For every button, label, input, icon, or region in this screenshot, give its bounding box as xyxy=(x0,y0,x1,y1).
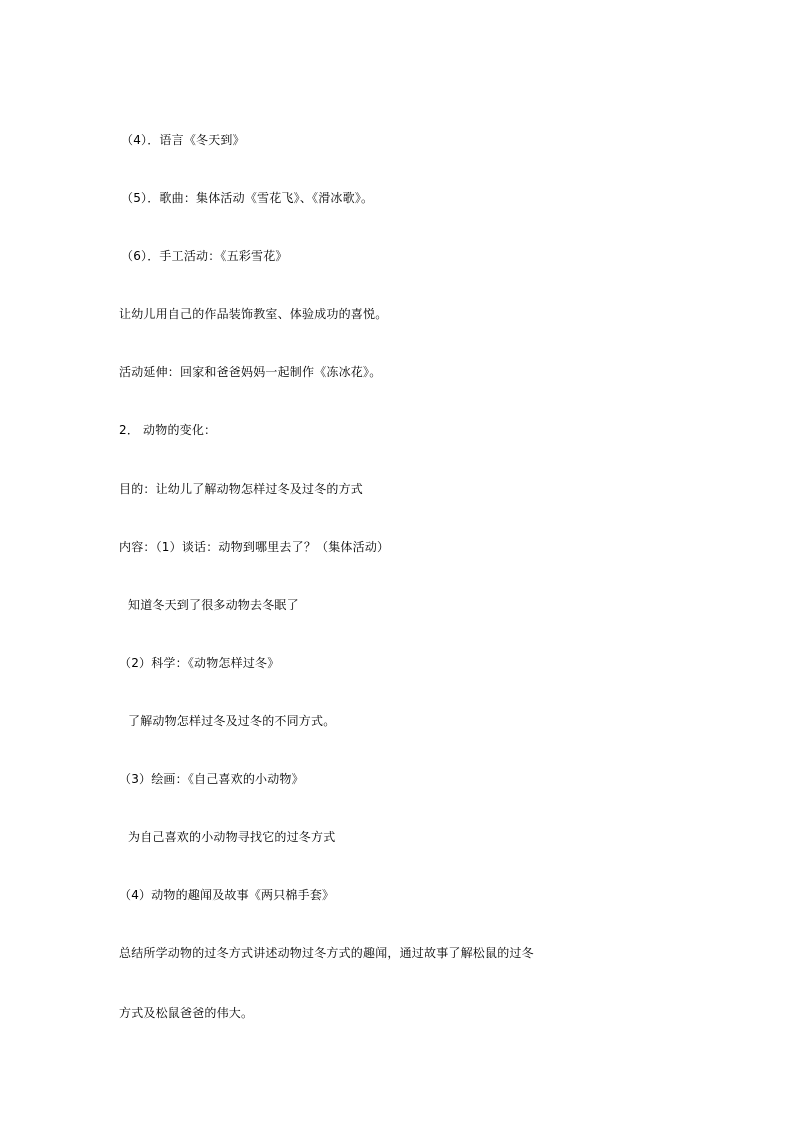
paragraph-extension: 活动延伸：回家和爸爸妈妈一起制作《冻冰花》。 xyxy=(119,365,382,379)
item-2-science: （2）科学：《动物怎样过冬》 xyxy=(119,656,280,670)
paragraph-summary: 总结所学动物的过冬方式讲述动物过冬方式的趣闻，通过故事了解松鼠的过冬 xyxy=(119,946,534,960)
item-4-language: （4）．语言《冬天到》 xyxy=(121,133,245,147)
paragraph-summary-end: 方式及松鼠爸爸的伟大。 xyxy=(119,1006,254,1020)
item-5-song: （5）．歌曲：集体活动《雪花飞》、《滑冰歌》。 xyxy=(121,191,374,205)
item-4-story: （4）动物的趣闻及故事《两只棉手套》 xyxy=(119,888,335,902)
paragraph-content-1: 内容：（1）谈话：动物到哪里去了？（集体活动） xyxy=(119,540,390,554)
paragraph-decorate: 让幼儿用自己的作品装饰教室、体验成功的喜悦。 xyxy=(119,307,388,321)
paragraph-find-way: 为自己喜欢的小动物寻找它的过冬方式 xyxy=(128,830,336,844)
item-3-drawing: （3）绘画：《自己喜欢的小动物》 xyxy=(119,772,304,786)
paragraph-purpose: 目的：让幼儿了解动物怎样过冬及过冬的方式 xyxy=(119,482,364,496)
section-heading-animal-change: 2． 动物的变化： xyxy=(119,423,217,437)
item-6-handcraft: （6）．手工活动：《五彩雪花》 xyxy=(121,249,288,263)
paragraph-hibernation: 知道冬天到了很多动物去冬眠了 xyxy=(128,598,299,612)
paragraph-understand: 了解动物怎样过冬及过冬的不同方式。 xyxy=(128,714,336,728)
